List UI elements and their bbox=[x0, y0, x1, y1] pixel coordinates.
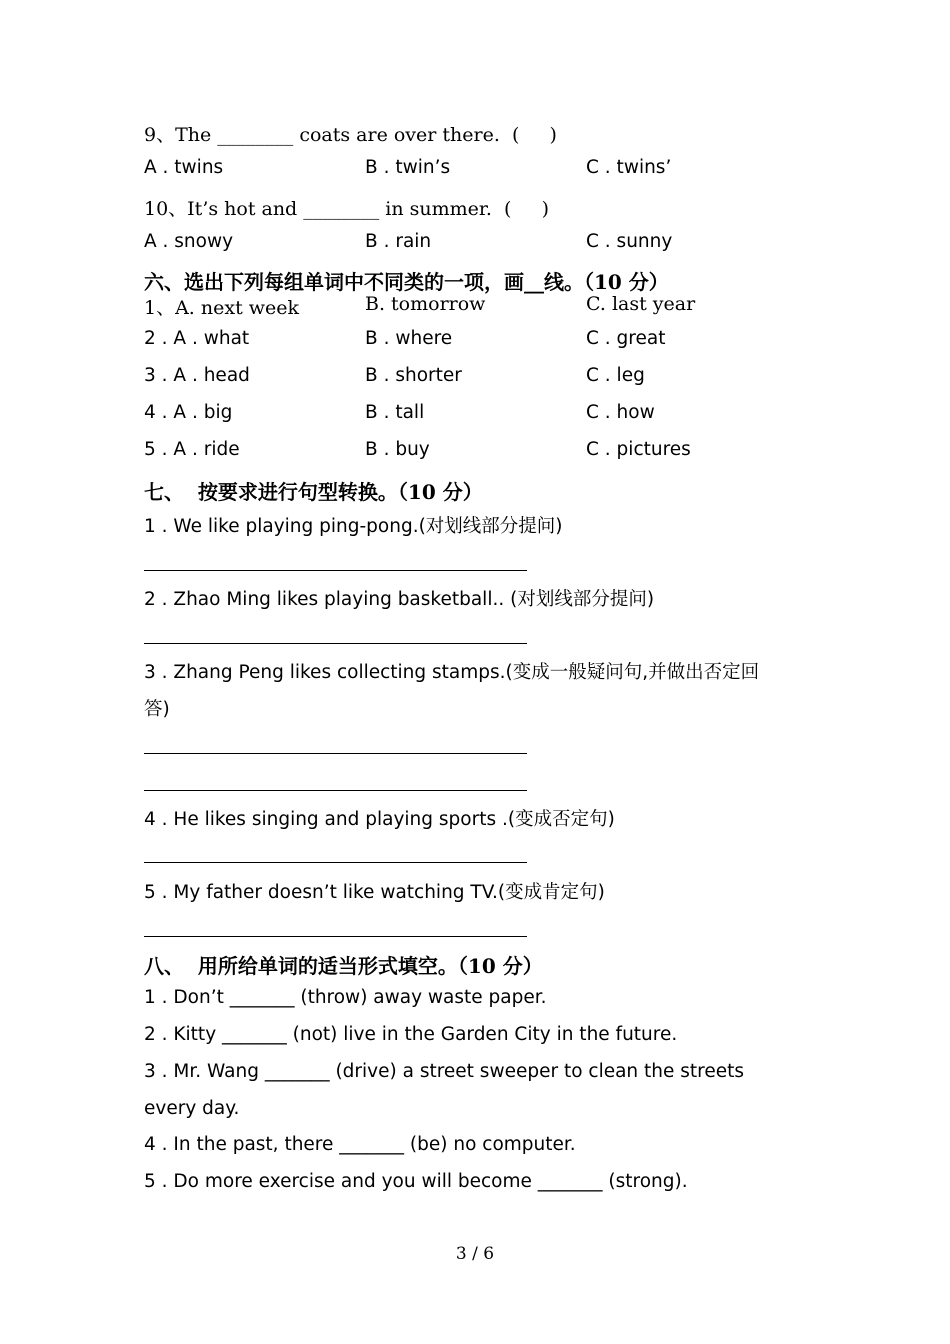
q10-option-c: C . sunny bbox=[586, 231, 673, 252]
s6-row2-a: 2 . A . what bbox=[144, 328, 250, 349]
s7-answer-line-3a bbox=[144, 753, 527, 754]
s6-row5-b: B . buy bbox=[365, 439, 430, 460]
s6-row4-c: C . how bbox=[586, 402, 655, 423]
s8-question-4: 4 . In the past, there _______ (be) no computer. bbox=[144, 1134, 576, 1155]
s6-row3-b: B . shorter bbox=[365, 365, 462, 386]
s8-question-2: 2 . Kitty _______ (not) live in the Garden City in the future. bbox=[144, 1024, 678, 1045]
q10-option-b: B . rain bbox=[365, 231, 432, 252]
s7-answer-line-1 bbox=[144, 570, 527, 571]
s6-row2-b: B . where bbox=[365, 328, 453, 349]
s7-answer-line-3b bbox=[144, 790, 527, 791]
s7-answer-line-5 bbox=[144, 936, 527, 937]
s6-row4-a: 4 . A . big bbox=[144, 402, 233, 423]
s7-question-3: 3 . Zhang Peng likes collecting stamps.(变成一般疑问句,并做出否定回 bbox=[144, 662, 760, 683]
s7-question-3-cont: 答) bbox=[144, 699, 170, 720]
s6-row4-b: B . tall bbox=[365, 402, 425, 423]
s7-question-2: 2 . Zhao Ming likes playing basketball.. (对划线部分提问) bbox=[144, 589, 655, 610]
q9-option-a: A . twins bbox=[144, 157, 224, 178]
s6-row5-c: C . pictures bbox=[586, 439, 691, 460]
s8-question-3: 3 . Mr. Wang _______ (drive) a street sweeper to clean the streets bbox=[144, 1061, 745, 1082]
s6-row3-a: 3 . A . head bbox=[144, 365, 250, 386]
s6-row5-a: 5 . A . ride bbox=[144, 439, 240, 460]
s7-answer-line-2 bbox=[144, 643, 527, 644]
s8-question-5: 5 . Do more exercise and you will become _______ (strong). bbox=[144, 1171, 688, 1192]
page-number: 3 / 6 bbox=[455, 1244, 495, 1264]
s6-row1-b: B. tomorrow bbox=[365, 293, 486, 315]
q10-option-a: A . snowy bbox=[144, 231, 234, 252]
s6-row2-c: C . great bbox=[586, 328, 666, 349]
s6-row1-c: C. last year bbox=[586, 293, 696, 315]
s8-question-3-cont: every day. bbox=[144, 1098, 240, 1119]
s7-question-5: 5 . My father doesn’t like watching TV.(变成肯定句) bbox=[144, 882, 605, 903]
section-6-title: 六、选出下列每组单词中不同类的一项，画__线。（10 分） bbox=[144, 270, 669, 294]
s7-question-4: 4 . He likes singing and playing sports .(变成否定句) bbox=[144, 809, 615, 830]
s6-row1-a: 1、A. next week bbox=[144, 297, 300, 319]
s6-row3-c: C . leg bbox=[586, 365, 645, 386]
q9-option-c: C . twins’ bbox=[586, 157, 672, 178]
question-9-stem: 9、The ________ coats are over there. ( ) bbox=[144, 124, 557, 146]
s7-answer-line-4 bbox=[144, 862, 527, 863]
s7-question-1: 1 . We like playing ping-pong.(对划线部分提问) bbox=[144, 516, 563, 537]
section-7-title: 七、 按要求进行句型转换。（10 分） bbox=[144, 480, 483, 504]
q9-option-b: B . twin’s bbox=[365, 157, 451, 178]
question-10-stem: 10、It’s hot and ________ in summer. ( ) bbox=[144, 198, 550, 220]
section-8-title: 八、 用所给单词的适当形式填空。（10 分） bbox=[144, 954, 543, 978]
s8-question-1: 1 . Don’t _______ (throw) away waste paper. bbox=[144, 987, 547, 1008]
